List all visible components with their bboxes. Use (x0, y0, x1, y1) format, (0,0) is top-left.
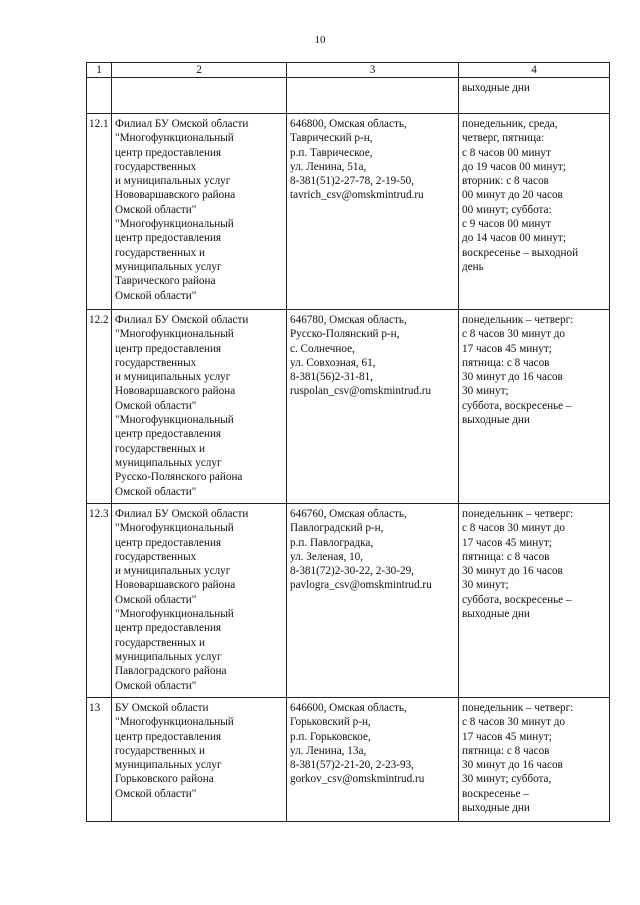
row-number: 13 (87, 698, 112, 822)
institution-address (287, 78, 459, 114)
work-schedule: понедельник – четверг: с 8 часов 30 минут до 17 часов 45 минут; пятница: с 8 часов 30 минут до 16 часов 30 минут; суббота, воскресенье – выходные дни (459, 310, 610, 504)
table-row (87, 310, 610, 504)
work-schedule: выходные дни (459, 78, 610, 114)
table-row-continuation (87, 78, 610, 114)
work-schedule: понедельник – четверг: с 8 часов 30 минут до 17 часов 45 минут; пятница: с 8 часов 30 минут до 16 часов 30 минут; суббота, воскресенье – выходные дни (459, 504, 610, 698)
institution-address: 646800, Омская область, Таврический р-н, р.п. Таврическое, ул. Ленина, 51а, 8-381(51)2-27-78, 2-19-50, tavrich_csv@omskmintrud.ru (287, 114, 459, 310)
work-schedule: понедельник – четверг: с 8 часов 30 минут до 17 часов 45 минут; пятница: с 8 часов 30 минут до 16 часов 30 минут; суббота, воскресенье – выходные дни (459, 698, 610, 822)
institution-name (112, 78, 287, 114)
table-header-row (87, 63, 610, 78)
table-row (87, 698, 610, 822)
header-col-3: 3 (287, 63, 459, 78)
row-number: 12.2 (87, 310, 112, 504)
row-number: 12.3 (87, 504, 112, 698)
institution-address: 646760, Омская область, Павлоградский р-н, р.п. Павлоградка, ул. Зеленая, 10, 8-381(72)2-30-22, 2-30-29, pavlogra_csv@omskmintrud.ru (287, 504, 459, 698)
header-col-2: 2 (112, 63, 287, 78)
work-schedule: понедельник, среда, четверг, пятница: с 8 часов 00 минут до 19 часов 00 минут; вторник: с 8 часов 00 минут до 20 часов 00 минут; суббота: с 9 часов 00 минут до 14 часов 00 минут; воскресенье – выходной день (459, 114, 610, 310)
table-row (87, 504, 610, 698)
institution-address: 646600, Омская область, Горьковский р-н, р.п. Горьковское, ул. Ленина, 13а, 8-381(57)2-21-20, 2-23-93, gorkov_csv@omskmintrud.ru (287, 698, 459, 822)
institution-name: Филиал БУ Омской области "Многофункциональный центр предоставления государственных и муниципальных услуг Нововаршавского района Омской области" "Многофункциональный центр предоставления государственных и муниципальных услуг Павлоградского района Омской области" (112, 504, 287, 698)
row-number (87, 78, 112, 114)
institution-address: 646780, Омская область, Русско-Полянский р-н, с. Солнечное, ул. Совхозная, 61, 8-381(56)2-31-81, ruspolan_csv@omskmintrud.ru (287, 310, 459, 504)
page-number: 10 (314, 34, 326, 46)
institution-name: Филиал БУ Омской области "Многофункциональный центр предоставления государственных и муниципальных услуг Нововаршавского района Омской области" "Многофункциональный центр предоставления государственных и муниципальных услуг Таврического района Омской области" (112, 114, 287, 310)
header-col-1: 1 (87, 63, 112, 78)
table-row (87, 114, 610, 310)
institution-name: Филиал БУ Омской области "Многофункциональный центр предоставления государственных и муниципальных услуг Нововаршавского района Омской области" "Многофункциональный центр предоставления государственных и муниципальных услуг Русско-Полянского района Омской области" (112, 310, 287, 504)
institution-name: БУ Омской области "Многофункциональный центр предоставления государственных и муниципальных услуг Горьковского района Омской области" (112, 698, 287, 822)
header-col-4: 4 (459, 63, 610, 78)
institutions-table (86, 62, 610, 822)
row-number: 12.1 (87, 114, 112, 310)
